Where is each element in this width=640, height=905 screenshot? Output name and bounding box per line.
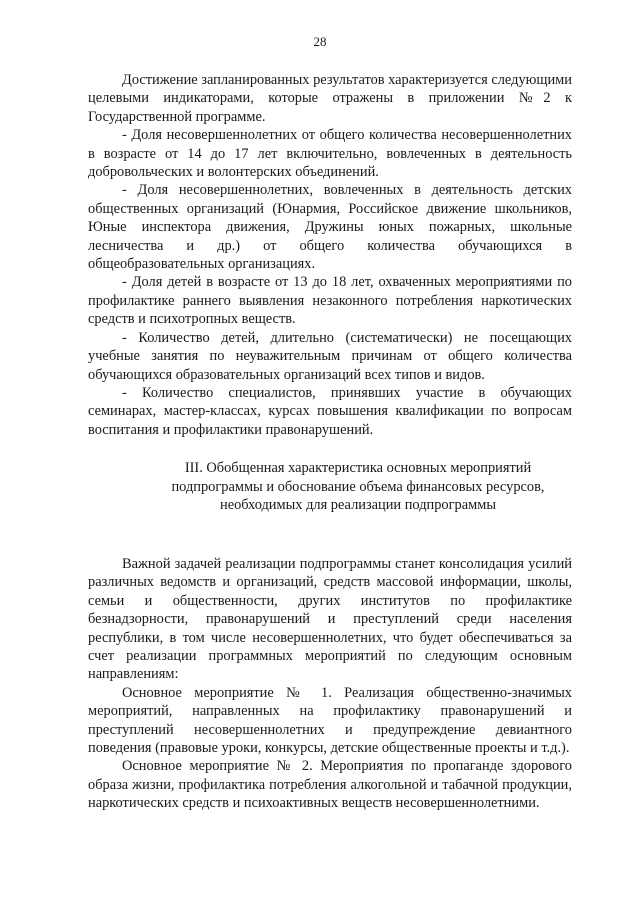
section-heading-line-1: III. Обобщенная характеристика основных мероприятий — [184, 460, 532, 477]
indicator-absence: - Количество детей, длительно (систематически) не посещающих учебные занятия по неуважительным причинам от общего количества обучающихся образовательных организаций всех типов и видов. — [88, 329, 572, 383]
document-body — [88, 71, 572, 813]
section-heading — [88, 459, 572, 515]
section-gap — [88, 515, 572, 555]
indicator-drug-prevention: - Доля детей в возрасте от 13 до 18 лет, охваченных мероприятиями по профилактике раннего выявления незаконного потребления наркотических средств и психотропных веществ. — [88, 274, 572, 328]
section-heading-line-2: подпрограммы и обоснование объема финансовых ресурсов, — [171, 478, 545, 495]
indicator-organizations: - Доля несовершеннолетних, вовлеченных в деятельность детских общественных организаций (Юнармия, Российское движение школьников, Юные инспектора движения, Дружины юных пожарных, школьные лесничества и др.) от общего количества обучающихся в общеобразовательных организациях. — [88, 182, 572, 273]
paragraph-measure-2: Основное мероприятие № 2. Мероприятия по пропаганде здорового образа жизни, профилактика потребления алкогольной и табачной продукции, наркотических средств и психоактивных веществ несовершеннолетними. — [88, 758, 572, 812]
paragraph-measure-1: Основное мероприятие № 1. Реализация общественно-значимых мероприятий, направленных на профилактику правонарушений и преступлений несовершеннолетних и предупреждение девиантного поведения (правовые уроки, конкурсы, детские общественные проекты и т.д.). — [88, 684, 572, 756]
indicator-specialists: - Количество специалистов, принявших участие в обучающих семинарах, мастер-классах, курсах повышения квалификации по вопросам воспитания и профилактики правонарушений. — [88, 384, 572, 438]
paragraph-consolidation: Важной задачей реализации подпрограммы станет консолидация усилий различных ведомств и организаций, средств массовой информации, школы, семьи и общественности, других институтов по профилактике безнадзорности, правонарушений и преступлений среди населения республики, в том числе несовершеннолетних, что будет обеспечиваться за счет реализации программных мероприятий по следующим основным направлениям: — [88, 555, 572, 683]
page-number: 28 — [313, 34, 327, 49]
section-heading-line-3: необходимых для реализации подпрограммы — [220, 497, 496, 514]
indicator-volunteer: - Доля несовершеннолетних от общего количества несовершеннолетних в возрасте от 14 до 17 лет включительно, вовлеченных в деятельность добровольческих и волонтерских объединений. — [88, 127, 572, 181]
paragraph-intro: Достижение запланированных результатов характеризуется следующими целевыми индикаторами, которые отражены в приложении №2 к Государственной программе. — [88, 72, 572, 125]
